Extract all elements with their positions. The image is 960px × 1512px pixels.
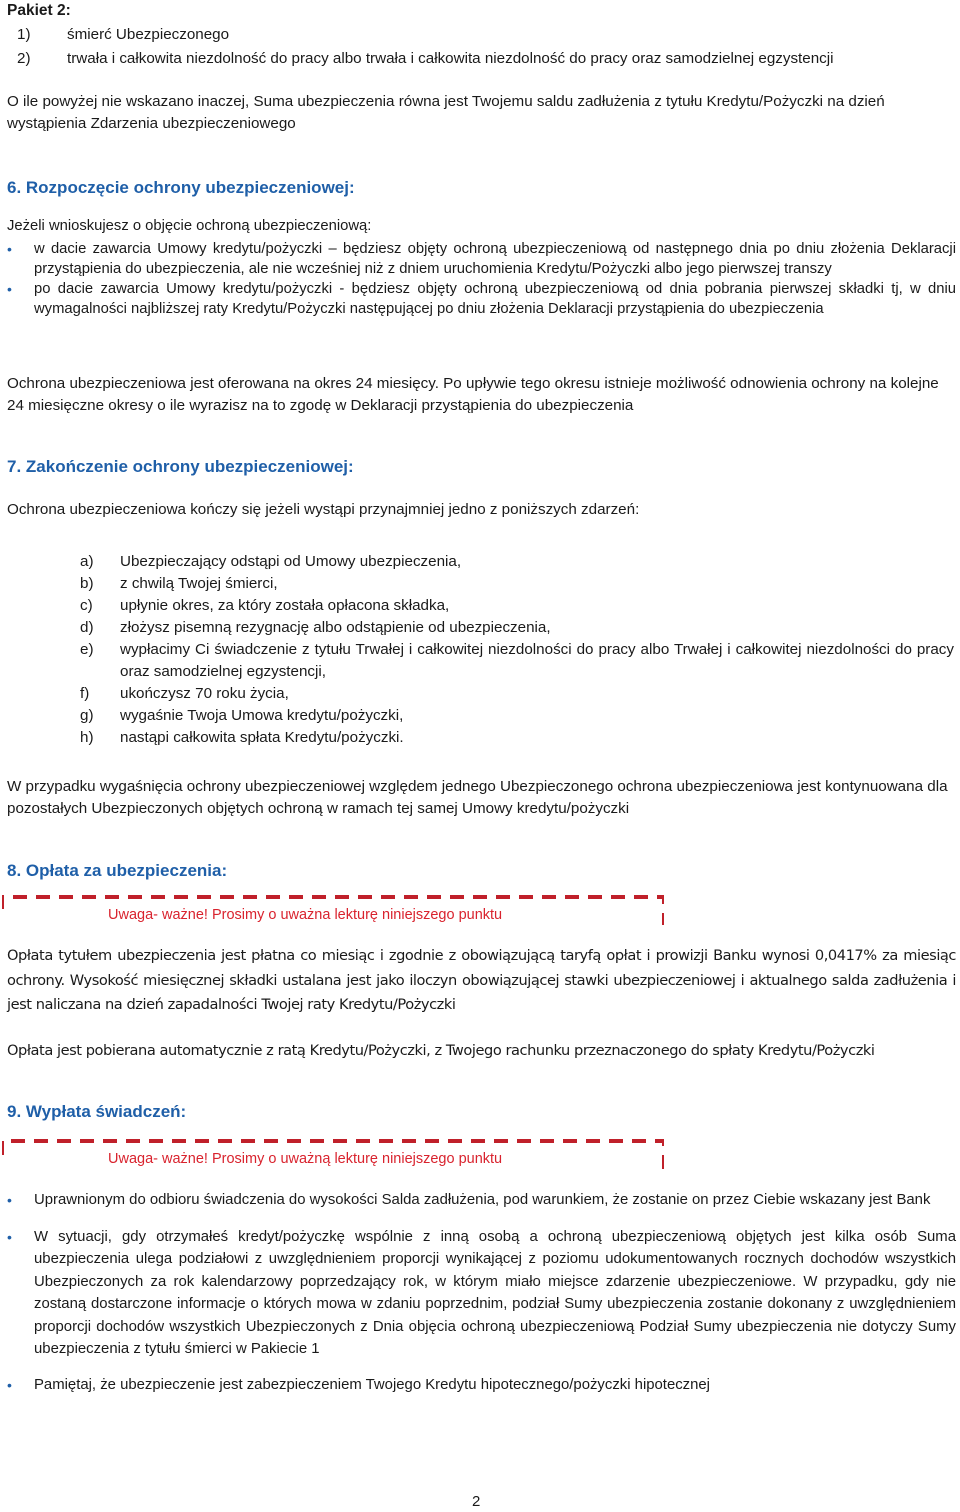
warning-text: Uwaga- ważne! Prosimy o uważną lekturę niniejszego punktu: [108, 1151, 503, 1167]
list-item-letter: c): [80, 597, 93, 614]
list-item: [7, 573, 956, 595]
list-item-letter: d): [80, 619, 94, 636]
section-8-heading: 8. Opłata za ubezpieczenia:: [7, 861, 228, 880]
list-item-text: złożysz pisemną rezygnację albo odstąpienie od ubezpieczenia,: [120, 619, 551, 636]
list-item: [7, 595, 956, 617]
list-item-text: z chwilą Twojej śmierci,: [120, 575, 278, 592]
section-9-bullet-list: [7, 1189, 956, 1396]
section-8-fee-paragraph: Opłata tytułem ubezpieczenia jest płatna co miesiąc i zgodnie z obowiązującą taryfą opłat i prowizji Banku wynosi 0,0417% za miesiąc ochrony. Wysokość miesięcznej składki ustalana jest jako iloczyn obowiązującej stawki ubezpieczeniowej i aktualnego salda zadłużenia i jest naliczana na dzień zapadalności Twojej raty Kredytu/Pożyczki: [7, 947, 956, 1013]
list-item: • Uprawnionym do odbioru świadczenia do wysokości Salda zadłużenia, pod warunkiem, że zostanie on przez Ciebie wskazany jest Bank: [7, 1189, 956, 1212]
section-7-continuation-paragraph: W przypadku wygaśnięcia ochrony ubezpieczeniowej względem jednego Ubezpieczonego ochrona ubezpieczeniowa jest kontynuowana dla pozostałych Ubezpieczonych objętych ochroną w ramach tej samej Umowy kredytu/pożyczki: [7, 778, 948, 817]
list-item: • w dacie zawarcia Umowy kredytu/pożyczki – będziesz objęty ochroną ubezpieczeniową od następnego dnia po dniu złożenia Deklaracji przystąpienia do ubezpieczenia, ale nie wcześniej niż z dniem uruchomienia Kredytu/Pożyczki albo jego pierwszej transzy: [7, 239, 956, 279]
list-item: [7, 26, 956, 50]
list-item: [7, 639, 956, 683]
list-item-letter: h): [80, 729, 94, 746]
list-item: • Pamiętaj, że ubezpieczenie jest zabezpieczeniem Twojego Kredytu hipotecznego/pożyczki hipotecznej: [7, 1374, 956, 1397]
warning-text: Uwaga- ważne! Prosimy o uważna lekturę niniejszego punktu: [108, 907, 503, 923]
sum-insured-paragraph: O ile powyżej nie wskazano inaczej, Suma ubezpieczenia równa jest Twojemu saldu zadłużenia z tytułu Kredytu/Pożyczki na dzień wystąpienia Zdarzenia ubezpieczeniowego: [7, 93, 885, 132]
list-item-text: upłynie okres, za który została opłacona składka,: [120, 597, 450, 614]
list-item: [7, 727, 956, 749]
package-risk-list: [7, 26, 956, 74]
list-item-letter: a): [80, 553, 94, 570]
warning-callout: [2, 893, 664, 929]
package-title: Pakiet 2:: [7, 2, 71, 19]
warning-callout: [2, 1137, 664, 1173]
list-item-text: wygaśnie Twoja Umowa kredytu/pożyczki,: [120, 707, 404, 724]
list-item: [7, 50, 956, 74]
list-item: [7, 683, 956, 705]
list-item-letter: b): [80, 575, 94, 592]
section-7-heading: 7. Zakończenie ochrony ubezpieczeniowej:: [7, 457, 354, 476]
list-item: [7, 551, 956, 573]
list-item-text: śmierć Ubezpieczonego: [67, 26, 230, 43]
section-9-heading: 9. Wypłata świadczeń:: [7, 1102, 187, 1121]
section-8-collection-paragraph: Opłata jest pobierana automatycznie z ratą Kredytu/Pożyczki, z Twojego rachunku przeznaczonego do spłaty Kredytu/Pożyczki: [7, 1042, 875, 1059]
list-item-number: 1): [17, 26, 31, 43]
list-item-number: 2): [17, 50, 31, 67]
list-item: [7, 617, 956, 639]
list-item-letter: e): [80, 641, 94, 658]
section-7-intro: Ochrona ubezpieczeniowa kończy się jeżeli wystąpi przynajmniej jedno z poniższych zdarzeń:: [7, 501, 640, 518]
list-item: [7, 705, 956, 727]
section-6-bullet-list: [7, 239, 956, 319]
section-6-period-paragraph: Ochrona ubezpieczeniowa jest oferowana na okres 24 miesięcy. Po upływie tego okresu istnieje możliwość odnowienia ochrony na kolejne 24 miesięczne okresy o ile wyrazisz na to zgodę w Deklaracji przystąpienia do ubezpieczenia: [7, 375, 939, 414]
list-item: • W sytuacji, gdy otrzymałeś kredyt/pożyczkę wspólnie z inną osobą a ochroną ubezpieczeniową objętych jest kilka osób Suma ubezpieczenia ulega podziałowi z uwzględnieniem proporcji wynikającej z poziomu udokumentowanych rocznych dochodów wszystkich Ubezpieczonych za rok kalendarzowy poprzedzający rok, w którym miało miejsce zdarzenie ubezpieczeniowe. W przypadku, gdy nie zostaną dostarczone informacje o których mowa w zdaniu poprzednim, podział Sumy ubezpieczenia zostanie dokonany z uwzględnieniem proporcji dochodów wszystkich Ubezpieczonych z Dnia objęcia ochroną ubezpieczeniową Podział Sumy ubezpieczenia nie dotyczy Sumy ubezpieczenia z tytułu śmierci w Pakiecie 1: [7, 1226, 956, 1361]
list-item-letter: f): [80, 685, 90, 702]
section-6-intro: Jeżeli wnioskujesz o objęcie ochroną ubezpieczeniową:: [7, 218, 372, 234]
list-item: • po dacie zawarcia Umowy kredytu/pożyczki - będziesz objęty ochroną ubezpieczeniową od dnia pobrania pierwszej składki tj, w dniu wymagalności najbliższej raty Kredytu/Pożyczki następującej po dniu złożenia Deklaracji przystąpienia do ubezpieczenia: [7, 279, 956, 319]
section-7-event-list: [7, 551, 956, 749]
list-item-text: trwała i całkowita niezdolność do pracy albo trwała i całkowita niezdolność do pracy oraz samodzielnej egzystencji: [67, 50, 834, 67]
list-item-text: Ubezpieczający odstąpi od Umowy ubezpieczenia,: [120, 553, 462, 570]
page-number: 2: [472, 1493, 481, 1510]
list-item-letter: g): [80, 707, 94, 724]
list-item-text: nastąpi całkowita spłata Kredytu/pożyczki.: [120, 729, 404, 746]
section-6-heading: 6. Rozpoczęcie ochrony ubezpieczeniowej:: [7, 178, 355, 197]
list-item-text: ukończysz 70 roku życia,: [120, 685, 289, 702]
list-item-text: wypłacimy Ci świadczenie z tytułu Trwałej i całkowitej niezdolności do pracy albo Trwałej i całkowitej niezdolności do pracy oraz samodzielnej egzystencji,: [120, 641, 954, 680]
